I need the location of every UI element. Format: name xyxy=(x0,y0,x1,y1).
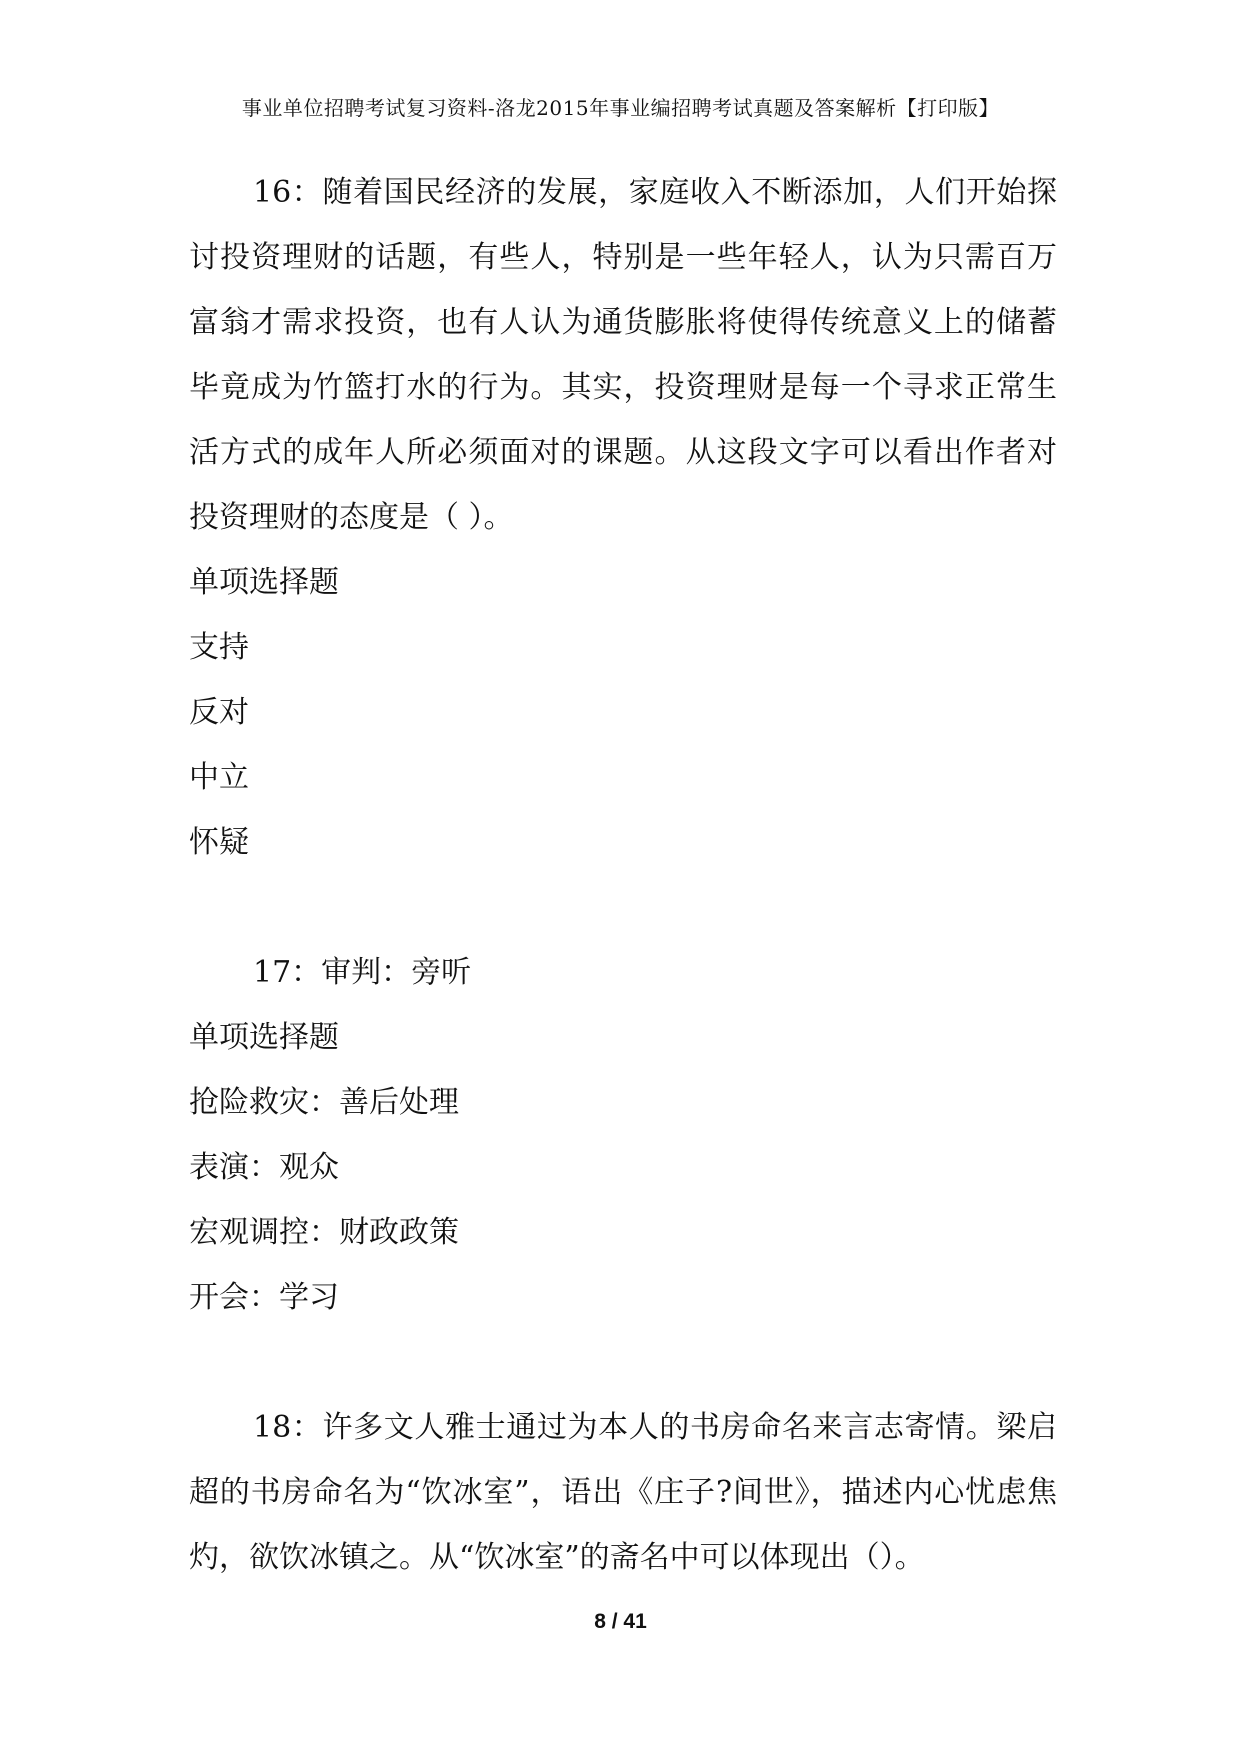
question-16-option-d: 怀疑 xyxy=(189,825,249,860)
spacer xyxy=(189,875,1057,940)
page-number: 8 / 41 xyxy=(594,1610,647,1633)
question-16-stem: 16：随着国民经济的发展，家庭收入不断添加，人们开始探讨投资理财的话题，有些人，特别是一些年轻人，认为只需百万富翁才需求投资，也有人认为通货膨胀将使得传统意义上的储蓄毕竟成为竹篮打水的行为。其实，投资理财是每一个寻求正常生活方式的成年人所必须面对的课题。从这段文字可以看出作者对投资理财的态度是（ ）。 xyxy=(189,175,1057,535)
question-17-type: 单项选择题 xyxy=(189,1020,339,1055)
question-17-option-d: 开会：学习 xyxy=(189,1280,339,1315)
question-17-option-c: 宏观调控：财政政策 xyxy=(189,1215,459,1250)
question-17 xyxy=(189,940,1057,1330)
question-16-option-c: 中立 xyxy=(189,760,249,795)
spacer xyxy=(189,1330,1057,1395)
page-header: 事业单位招聘考试复习资料-洛龙2015年事业编招聘考试真题及答案解析【打印版】 xyxy=(241,96,1000,120)
question-17-option-b: 表演：观众 xyxy=(189,1150,339,1185)
question-16-option-b: 反对 xyxy=(189,695,249,730)
question-16 xyxy=(189,160,1057,875)
question-18 xyxy=(189,1395,1057,1590)
question-16-type: 单项选择题 xyxy=(189,565,339,600)
document-body xyxy=(189,160,1057,1590)
question-17-stem: 17：审判：旁听 xyxy=(253,955,472,990)
question-16-option-a: 支持 xyxy=(189,630,249,665)
question-18-stem: 18：许多文人雅士通过为本人的书房命名来言志寄情。梁启超的书房命名为“饮冰室”，语出《庄子?间世》，描述内心忧虑焦灼，欲饮冰镇之。从“饮冰室”的斋名中可以体现出（）。 xyxy=(189,1410,1057,1575)
question-17-option-a: 抢险救灾：善后处理 xyxy=(189,1085,459,1120)
